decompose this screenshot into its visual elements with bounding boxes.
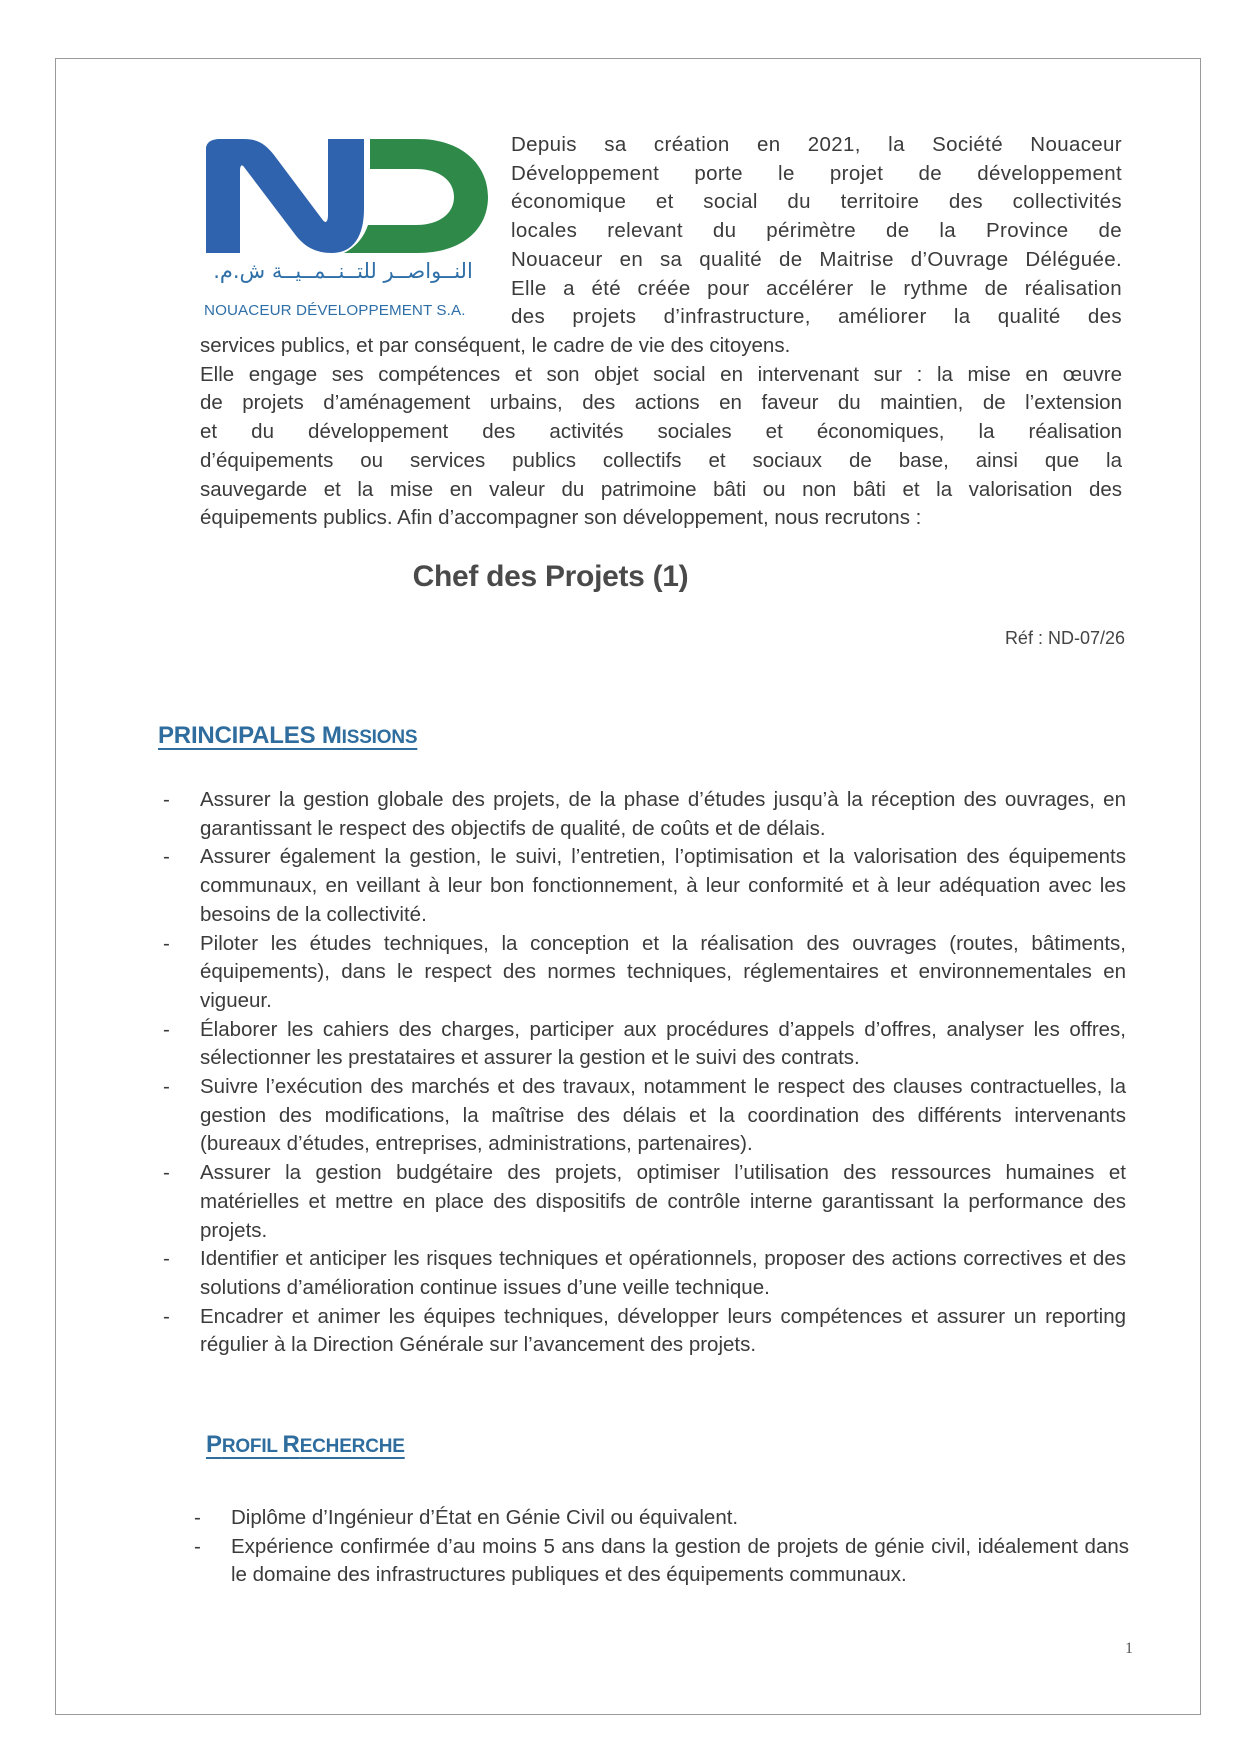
list-item-text: Diplôme d’Ingénieur d’État en Génie Civil ou équivalent. xyxy=(231,1506,739,1529)
dash-bullet-icon: - xyxy=(163,1075,170,1099)
heading-text: R xyxy=(282,1431,300,1458)
list-item xyxy=(194,1504,1129,1533)
list-item xyxy=(163,786,1126,843)
heading-text: ECHERCHE xyxy=(299,1436,405,1457)
heading-text: ISSIONS xyxy=(341,727,418,748)
intro-line: sauvegarde et la mise en valeur du patrimoine bâti ou non bâti et la valorisation des xyxy=(200,477,1122,501)
list-item-text: Assurer la gestion budgétaire des projets, optimiser l’utilisation des ressources humaines et matérielles et mettre en place des dispositifs de contrôle interne garantissant la performance des projets. xyxy=(200,1161,1126,1242)
intro-line: Développement porte le projet de développement xyxy=(511,161,1122,185)
dash-bullet-icon: - xyxy=(163,931,170,955)
list-item-text: Assurer également la gestion, le suivi, l’entretien, l’optimisation et la valorisation des équipements communaux, en veillant à leur bon fonctionnement, à leur conformité et à leur adéquation avec les besoins de la collectivité. xyxy=(200,845,1126,926)
dash-bullet-icon: - xyxy=(163,1161,170,1185)
intro-line: d’équipements ou services publics collectifs et sociaux de base, ainsi que la xyxy=(200,448,1122,472)
intro-line: Elle a été créée pour accélérer le rythme de réalisation xyxy=(511,276,1122,300)
list-item-text: Élaborer les cahiers des charges, participer aux procédures d’appels d’offres, analyser les offres, sélectionner les prestataires et assurer la gestion et le suivi des contrats. xyxy=(200,1017,1126,1070)
job-reference: Réf : ND-07/26 xyxy=(1004,628,1125,648)
intro-line: et du développement des activités sociales et économiques, la réalisation xyxy=(200,420,1122,444)
profil-list xyxy=(194,1504,1129,1590)
intro-line: de projets d’aménagement urbains, des actions en faveur du maintien, de l’extension xyxy=(200,391,1122,415)
intro-paragraph-column xyxy=(511,131,1122,332)
list-item xyxy=(163,1159,1126,1245)
intro-line: locales relevant du périmètre de la Province de xyxy=(511,219,1122,243)
list-item xyxy=(163,1016,1126,1073)
intro-line: économique et social du territoire des collectivités xyxy=(511,190,1122,214)
intro-paragraph-full xyxy=(200,332,1122,533)
job-title: Chef des Projets (1) xyxy=(412,560,689,593)
list-item xyxy=(163,1303,1126,1360)
dash-bullet-icon: - xyxy=(194,1506,201,1529)
intro-line: Nouaceur en sa qualité de Maitrise d’Ouvrage Déléguée. xyxy=(511,247,1122,271)
company-logo xyxy=(200,135,500,330)
list-item-text: Expérience confirmée d’au moins 5 ans dans la gestion de projets de génie civil, idéalement dans le domaine des infrastructures publiques et des équipements communaux. xyxy=(231,1534,1129,1587)
intro-line: Depuis sa création en 2021, la Société Nouaceur xyxy=(511,133,1122,156)
dash-bullet-icon: - xyxy=(163,1304,170,1328)
logo-arabic-name: النــواصــر للتــنــمــيــة ش.م. xyxy=(213,259,473,283)
list-item-text: Identifier et anticiper les risques techniques et opérationnels, proposer des actions correctives et des solutions d’amélioration continue issues d’une veille technique. xyxy=(200,1247,1126,1299)
intro-line: services publics, et par conséquent, le cadre de vie des citoyens. xyxy=(200,334,791,357)
dash-bullet-icon: - xyxy=(163,1247,170,1271)
page-number: 1 xyxy=(1125,1640,1133,1657)
list-item xyxy=(163,1073,1126,1159)
list-item-text: Encadrer et animer les équipes techniques, développer leurs compétences et assurer un reporting régulier à la Direction Générale sur l’avancement des projets. xyxy=(200,1304,1126,1357)
heading-text: PRINCIPALES M xyxy=(158,722,342,749)
heading-text: ROFIL xyxy=(221,1436,283,1457)
missions-heading xyxy=(158,722,417,750)
missions-list xyxy=(163,786,1126,1360)
profil-heading xyxy=(206,1431,405,1459)
dash-bullet-icon: - xyxy=(194,1534,201,1558)
intro-line: équipements publics. Afin d’accompagner son développement, nous recrutons : xyxy=(200,506,922,530)
nd-logo-mark-icon xyxy=(204,139,490,257)
intro-line: Elle engage ses compétences et son objet social en intervenant sur : la mise en œuvre xyxy=(200,362,1122,386)
list-item xyxy=(163,843,1126,929)
logo-latin-name: NOUACEUR DÉVELOPPEMENT S.A. xyxy=(204,302,466,319)
list-item xyxy=(163,930,1126,1016)
list-item xyxy=(194,1533,1129,1590)
intro-line: des projets d’infrastructure, améliorer la qualité des xyxy=(511,305,1122,329)
dash-bullet-icon: - xyxy=(163,845,170,869)
list-item-text: Suivre l’exécution des marchés et des travaux, notamment le respect des clauses contractuelles, la gestion des modifications, la maîtrise des délais et la coordination des différents intervenants (bureaux d’études, entreprises, administrations, partenaires). xyxy=(200,1075,1126,1156)
heading-text: P xyxy=(206,1431,222,1458)
list-item-text: Piloter les études techniques, la conception et la réalisation des ouvrages (routes, bâtiments, équipements), dans le respect des normes techniques, réglementaires et environnementales en vigueur. xyxy=(200,931,1126,1012)
list-item xyxy=(163,1245,1126,1302)
dash-bullet-icon: - xyxy=(163,1017,170,1041)
list-item-text: Assurer la gestion globale des projets, de la phase d’études jusqu’à la réception des ouvrages, en garantissant le respect des objectifs de qualité, de coûts et de délais. xyxy=(200,788,1126,840)
dash-bullet-icon: - xyxy=(163,788,170,811)
